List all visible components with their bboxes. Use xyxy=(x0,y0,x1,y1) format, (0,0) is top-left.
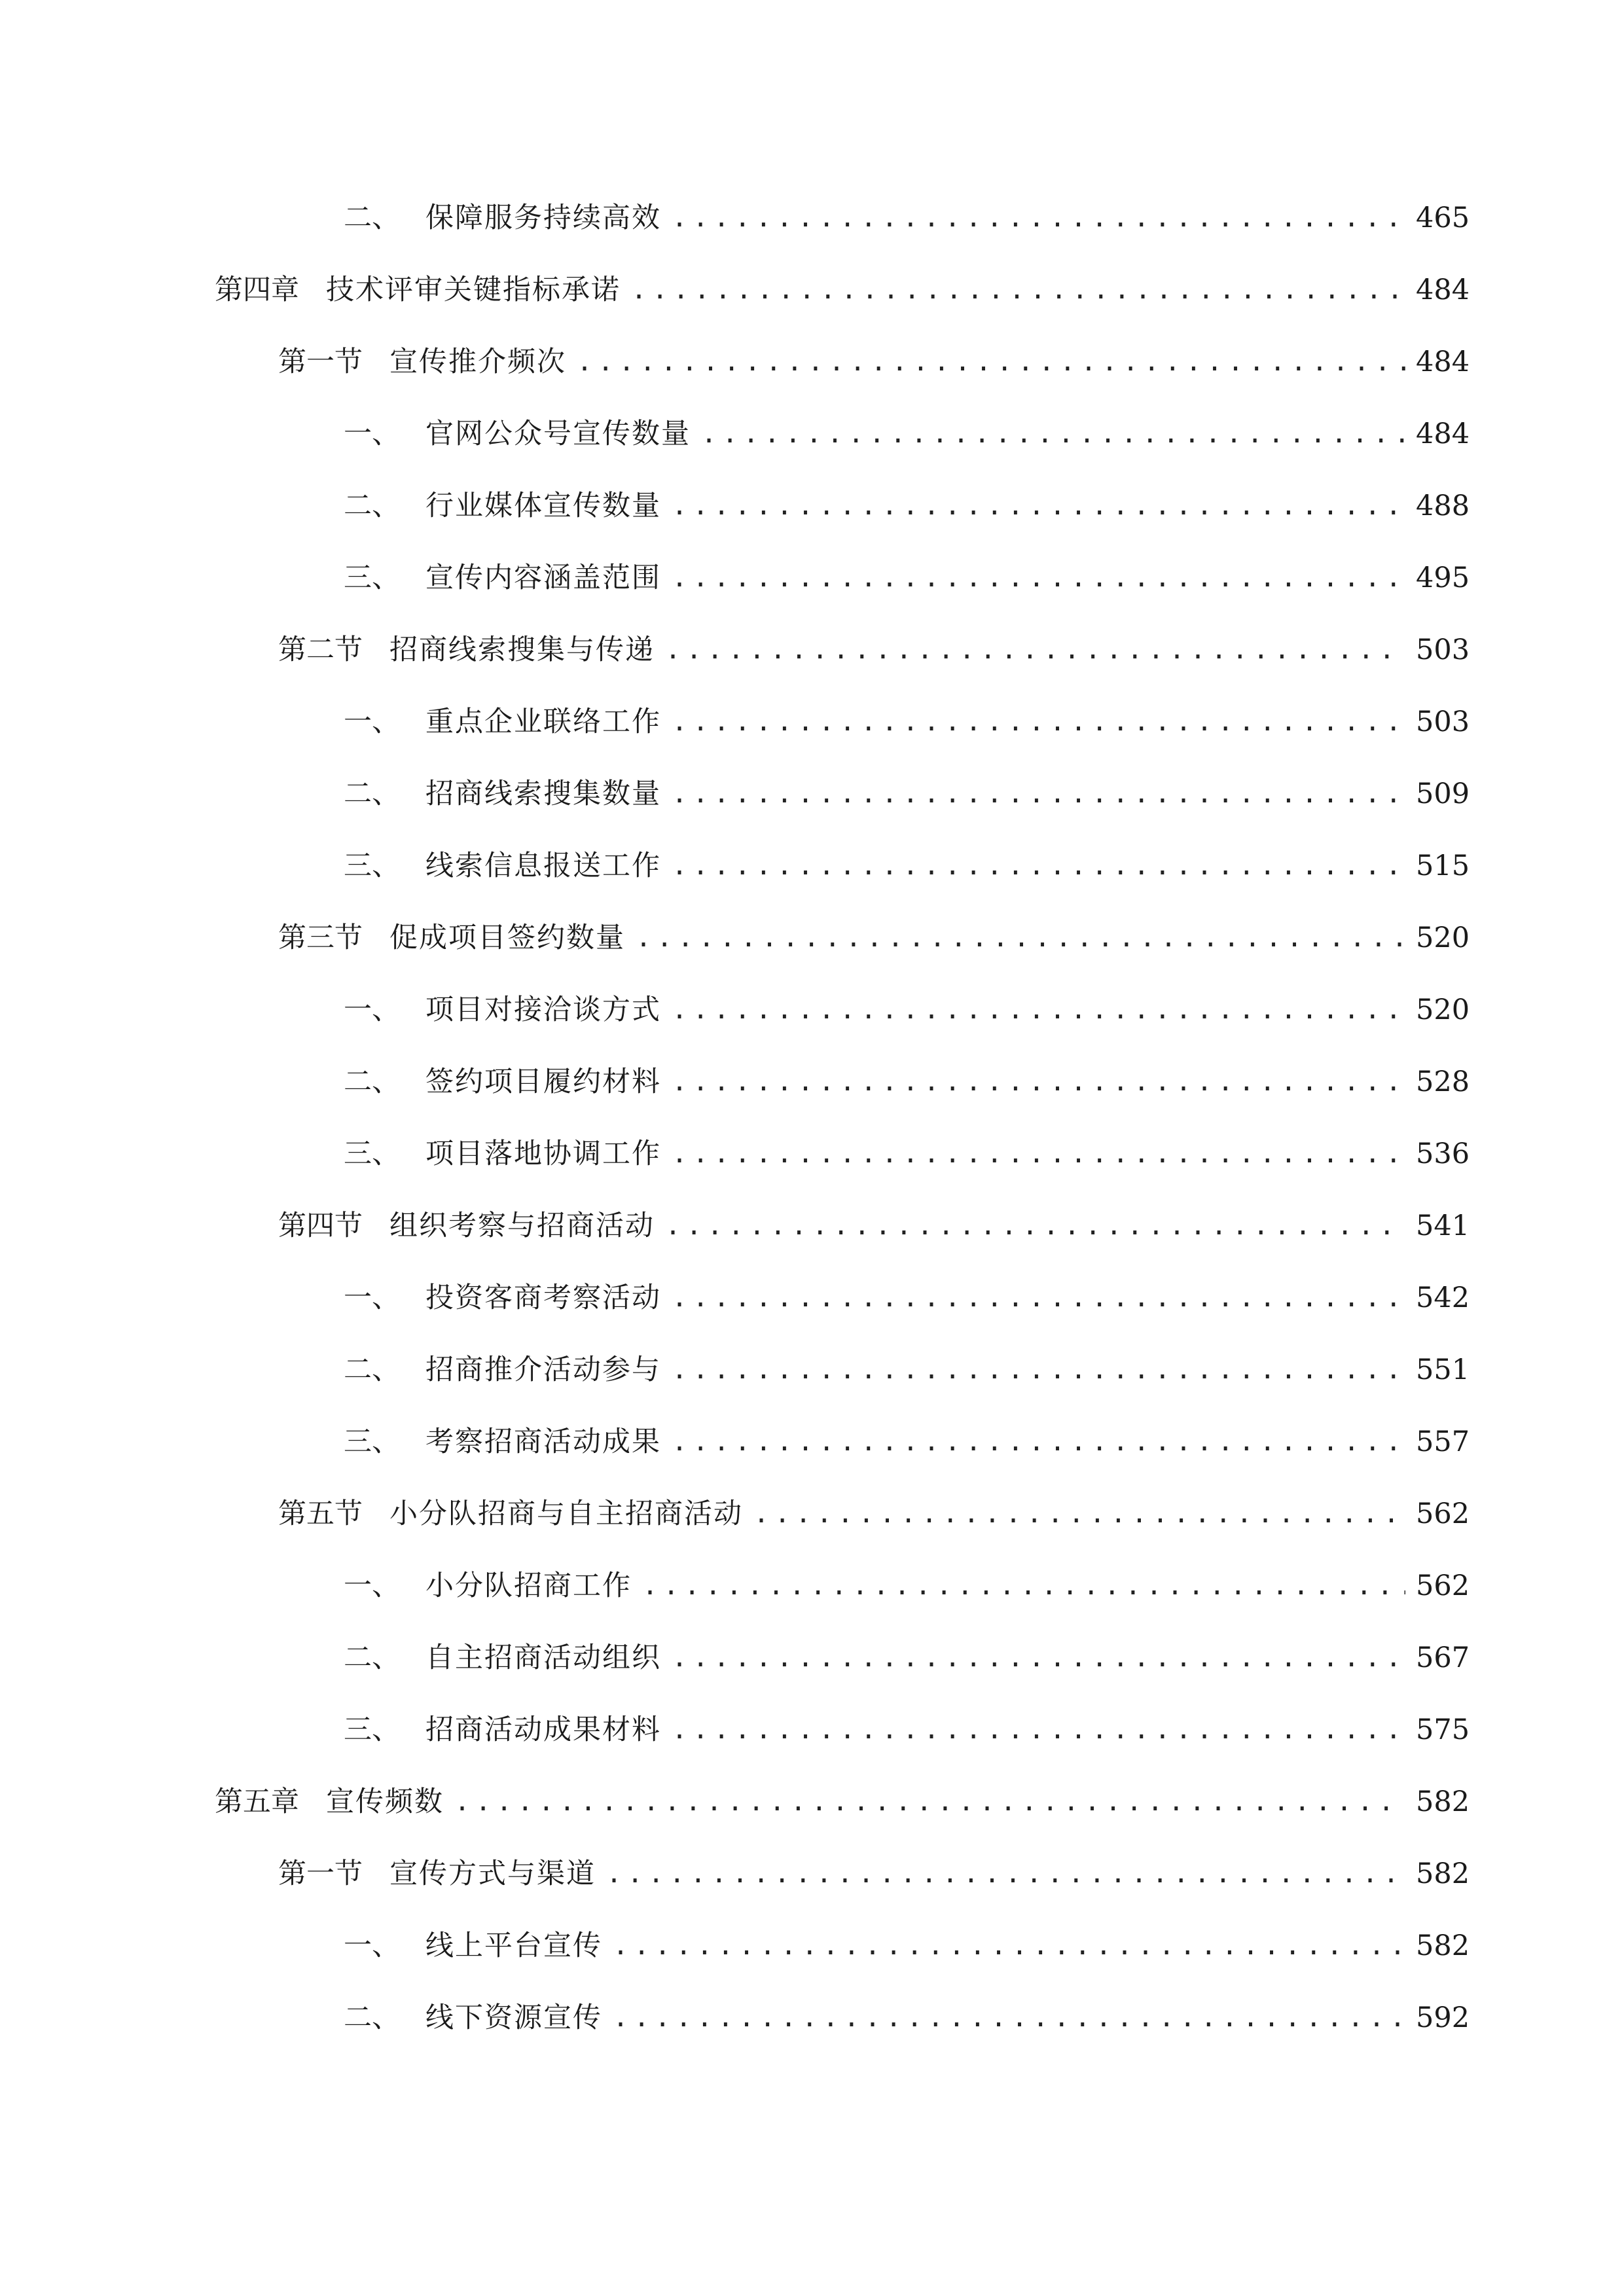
toc-entry-number: 一、 xyxy=(344,1570,400,1602)
toc-entry-title: 招商推介活动参与 xyxy=(425,1354,661,1386)
toc-entry-number: 二、 xyxy=(344,1354,400,1386)
toc-entry[interactable] xyxy=(344,686,1468,758)
toc-entry-title: 招商线索搜集与传递 xyxy=(389,634,655,666)
toc-entry-number: 三、 xyxy=(344,562,400,594)
dot-leader xyxy=(672,470,1405,542)
toc-entry-title: 项目落地协调工作 xyxy=(425,1138,661,1170)
toc-entry-title: 宣传频数 xyxy=(326,1785,444,1818)
toc-entry[interactable] xyxy=(344,974,1468,1046)
toc-entry-title: 线上平台宣传 xyxy=(425,1929,602,1962)
toc-entry-number: 第五章 xyxy=(215,1785,299,1818)
toc-entry-page: 567 xyxy=(1416,1641,1470,1674)
dot-leader xyxy=(672,1262,1405,1334)
toc-entry-title: 投资客商考察活动 xyxy=(425,1282,661,1314)
toc-entry-title: 重点企业联络工作 xyxy=(425,706,661,738)
toc-entry-number: 第三节 xyxy=(278,922,363,954)
dot-leader xyxy=(672,1334,1405,1406)
toc-entry-title: 宣传推介频次 xyxy=(389,346,566,378)
toc-entry-title: 考察招商活动成果 xyxy=(425,1426,661,1458)
toc-entry-number: 第一节 xyxy=(278,346,363,378)
dot-leader xyxy=(577,326,1405,398)
toc-entry-page: 582 xyxy=(1416,1857,1470,1890)
toc-entry[interactable] xyxy=(215,1766,1468,1838)
toc-entry-title: 项目对接洽谈方式 xyxy=(425,994,661,1026)
toc-entry-page: 484 xyxy=(1416,346,1470,378)
toc-entry[interactable] xyxy=(215,254,1468,326)
toc-entry[interactable] xyxy=(344,830,1468,902)
toc-entry[interactable] xyxy=(278,1838,1468,1910)
toc-entry-number: 第一节 xyxy=(278,1857,363,1890)
toc-entry-number: 一、 xyxy=(344,1929,400,1962)
toc-entry[interactable] xyxy=(344,1550,1468,1622)
toc-entry-title: 宣传方式与渠道 xyxy=(389,1857,596,1890)
dot-leader xyxy=(672,830,1405,902)
dot-leader xyxy=(672,1046,1405,1118)
toc-entry-page: 557 xyxy=(1416,1426,1470,1458)
toc-entry-title: 宣传内容涵盖范围 xyxy=(425,562,661,594)
toc-entry[interactable] xyxy=(344,1694,1468,1766)
toc-entry-number: 第四节 xyxy=(278,1210,363,1242)
toc-entry-number: 二、 xyxy=(344,490,400,522)
toc-entry[interactable] xyxy=(278,1190,1468,1262)
toc-entry[interactable] xyxy=(278,614,1468,686)
toc-entry-number: 第五节 xyxy=(278,1498,363,1530)
toc-entry-title: 小分队招商工作 xyxy=(425,1570,632,1602)
toc-entry-page: 484 xyxy=(1416,418,1470,450)
toc-entry-number: 一、 xyxy=(344,706,400,738)
toc-entry-title: 组织考察与招商活动 xyxy=(389,1210,655,1242)
dot-leader xyxy=(665,614,1405,686)
toc-entry-number: 第四章 xyxy=(215,274,299,306)
toc-entry-page: 503 xyxy=(1416,634,1470,666)
toc-entry[interactable] xyxy=(344,1118,1468,1190)
dot-leader xyxy=(454,1766,1405,1838)
toc-entry[interactable] xyxy=(344,542,1468,614)
toc-entry-title: 保障服务持续高效 xyxy=(425,202,661,234)
toc-entry[interactable] xyxy=(344,1334,1468,1406)
toc-entry[interactable] xyxy=(344,758,1468,830)
toc-entry-number: 第二节 xyxy=(278,634,363,666)
toc-entry[interactable] xyxy=(344,1262,1468,1334)
toc-entry-page: 582 xyxy=(1416,1929,1470,1962)
toc-entry-title: 小分队招商与自主招商活动 xyxy=(389,1498,743,1530)
toc-entry-number: 三、 xyxy=(344,850,400,882)
toc-entry[interactable] xyxy=(344,1622,1468,1694)
dot-leader xyxy=(672,1118,1405,1190)
toc-entry-number: 一、 xyxy=(344,994,400,1026)
toc-entry-number: 二、 xyxy=(344,1066,400,1098)
toc-entry-page: 536 xyxy=(1416,1138,1470,1170)
toc-entry-page: 495 xyxy=(1416,562,1470,594)
dot-leader xyxy=(631,254,1405,326)
toc-entry-number: 一、 xyxy=(344,1282,400,1314)
toc-entry-title: 行业媒体宣传数量 xyxy=(425,490,661,522)
toc-entry[interactable] xyxy=(344,470,1468,542)
toc-entry-page: 488 xyxy=(1416,490,1470,522)
toc-entry-title: 招商活动成果材料 xyxy=(425,1713,661,1746)
toc-entry-title: 线下资源宣传 xyxy=(425,2001,602,2034)
toc-entry[interactable] xyxy=(344,1046,1468,1118)
dot-leader xyxy=(672,1406,1405,1478)
dot-leader xyxy=(642,1550,1405,1622)
toc-entry-page: 592 xyxy=(1416,2001,1470,2034)
dot-leader xyxy=(672,974,1405,1046)
toc-entry-number: 三、 xyxy=(344,1426,400,1458)
dot-leader xyxy=(613,1982,1405,2054)
toc-entry-page: 465 xyxy=(1416,202,1470,234)
toc-entry-title: 自主招商活动组织 xyxy=(425,1641,661,1674)
toc-entry-title: 促成项目签约数量 xyxy=(389,922,625,954)
dot-leader xyxy=(753,1478,1405,1550)
dot-leader xyxy=(672,182,1405,254)
toc-entry-page: 515 xyxy=(1416,850,1470,882)
toc-entry-number: 二、 xyxy=(344,2001,400,2034)
toc-entry-number: 二、 xyxy=(344,1641,400,1674)
toc-entry[interactable] xyxy=(344,398,1468,470)
dot-leader xyxy=(672,686,1405,758)
toc-entry-title: 线索信息报送工作 xyxy=(425,850,661,882)
toc-entry-number: 二、 xyxy=(344,778,400,810)
toc-entry-page: 562 xyxy=(1416,1498,1470,1530)
toc-entry-number: 三、 xyxy=(344,1713,400,1746)
toc-entry[interactable] xyxy=(344,1910,1468,1982)
toc-entry-page: 575 xyxy=(1416,1713,1470,1746)
dot-leader xyxy=(672,542,1405,614)
toc-entry-page: 562 xyxy=(1416,1570,1470,1602)
toc-entry[interactable] xyxy=(344,1982,1468,2054)
toc-entry-number: 三、 xyxy=(344,1138,400,1170)
toc-entry[interactable] xyxy=(344,182,1468,254)
dot-leader xyxy=(672,1622,1405,1694)
toc-entry-page: 582 xyxy=(1416,1785,1470,1818)
toc-entry-page: 509 xyxy=(1416,778,1470,810)
toc-entry[interactable] xyxy=(278,902,1468,974)
toc-entry-number: 一、 xyxy=(344,418,400,450)
toc-entry-page: 528 xyxy=(1416,1066,1470,1098)
toc-entry[interactable] xyxy=(344,1406,1468,1478)
toc-entry-title: 技术评审关键指标承诺 xyxy=(326,274,621,306)
dot-leader xyxy=(672,1694,1405,1766)
toc-entry-page: 503 xyxy=(1416,706,1470,738)
toc-entry-page: 484 xyxy=(1416,274,1470,306)
toc-entry-title: 官网公众号宣传数量 xyxy=(425,418,691,450)
toc-entry-title: 签约项目履约材料 xyxy=(425,1066,661,1098)
toc-entry-page: 541 xyxy=(1416,1210,1470,1242)
toc-entry-page: 520 xyxy=(1416,994,1470,1026)
toc-entry-title: 招商线索搜集数量 xyxy=(425,778,661,810)
toc-entry-page: 520 xyxy=(1416,922,1470,954)
dot-leader xyxy=(613,1910,1405,1982)
dot-leader xyxy=(665,1190,1405,1262)
toc-entry-page: 542 xyxy=(1416,1282,1470,1314)
toc-entry-page: 551 xyxy=(1416,1354,1470,1386)
toc-entry-number: 二、 xyxy=(344,202,400,234)
toc-entry[interactable] xyxy=(278,1478,1468,1550)
toc-entry[interactable] xyxy=(278,326,1468,398)
dot-leader xyxy=(606,1838,1405,1910)
dot-leader xyxy=(636,902,1405,974)
dot-leader xyxy=(701,398,1405,470)
dot-leader xyxy=(672,758,1405,830)
